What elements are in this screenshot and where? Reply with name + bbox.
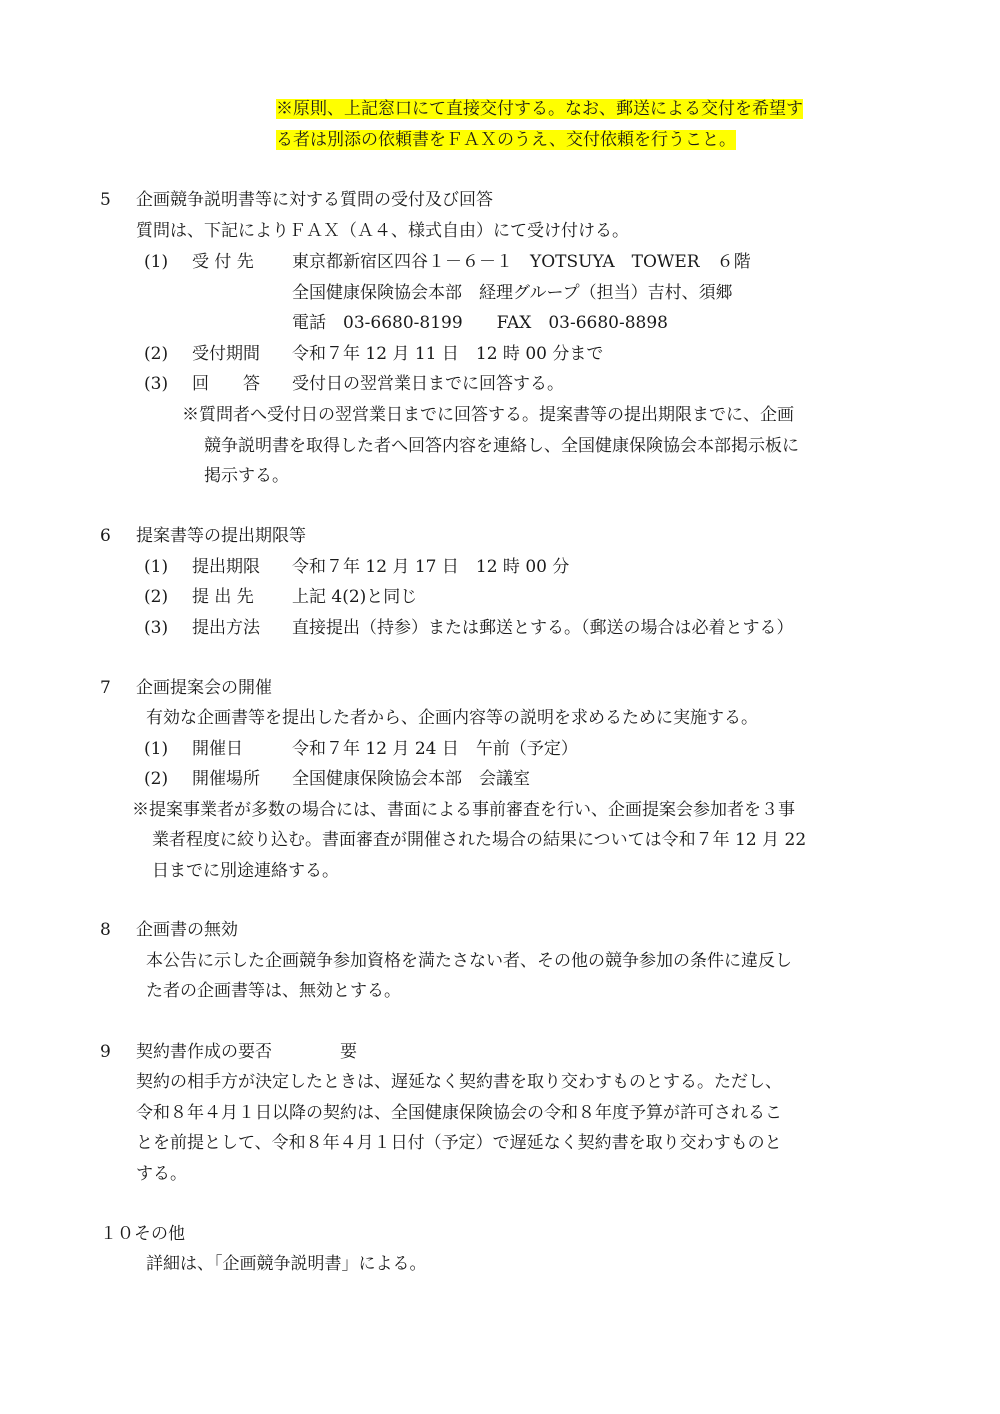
s5-item-1-address: 東京都新宿区四谷１－６－１ YOTSUYA TOWER ６階 bbox=[292, 252, 751, 272]
s7-item-2-label: 開催場所 bbox=[192, 769, 260, 789]
s6-item-2-value: 上記 4(2)と同じ bbox=[292, 587, 418, 607]
section-9-line-2: 令和８年４月１日以降の契約は、全国健康保険協会の令和８年度予算が許可されるこ bbox=[136, 1103, 782, 1123]
section-8-line-2: た者の企画書等は、無効とする。 bbox=[146, 981, 401, 1001]
s7-item-2-number: (2) bbox=[144, 769, 169, 789]
s5-item-1-label: 受 付 先 bbox=[192, 252, 254, 272]
highlight-note-line-2: る者は別添の依頼書をＦＡＸのうえ、交付依頼を行うこと。 bbox=[276, 130, 737, 150]
s5-note-line-2: 競争説明書を取得した者へ回答内容を連絡し、全国健康保険協会本部掲示板に bbox=[204, 436, 799, 456]
section-6-heading: 提案書等の提出期限等 bbox=[136, 526, 306, 546]
section-8-line-1: 本公告に示した企画競争参加資格を満たさない者、その他の競争参加の条件に違反し bbox=[146, 951, 792, 971]
section-10-line-1: 詳細は、「企画競争説明書」による。 bbox=[146, 1254, 427, 1274]
s6-item-2-number: (2) bbox=[144, 587, 169, 607]
s5-item-3-label: 回 答 bbox=[192, 374, 260, 394]
s7-item-1-label: 開催日 bbox=[192, 739, 243, 759]
section-9-line-1: 契約の相手方が決定したときは、遅延なく契約書を取り交わすものとする。ただし、 bbox=[136, 1072, 782, 1092]
s6-item-2-label: 提 出 先 bbox=[192, 587, 254, 607]
s5-item-2-label: 受付期間 bbox=[192, 344, 260, 364]
section-9-heading: 契約書作成の要否 bbox=[136, 1042, 272, 1062]
s6-item-1-value: 令和７年 12 月 17 日 12 時 00 分 bbox=[292, 557, 570, 577]
s6-item-3-value: 直接提出（持参）または郵送とする。（郵送の場合は必着とする） bbox=[292, 618, 794, 638]
section-5-intro: 質問は、下記によりＦＡＸ（Ａ４、様式自由）にて受け付ける。 bbox=[136, 221, 629, 241]
s5-item-1-org: 全国健康保険協会本部 経理グループ（担当）吉村、須郷 bbox=[292, 283, 733, 303]
section-7-number: 7 bbox=[100, 678, 111, 698]
section-9-line-4: する。 bbox=[136, 1164, 187, 1184]
s6-item-1-label: 提出期限 bbox=[192, 557, 260, 577]
s5-item-2-number: (2) bbox=[144, 344, 169, 364]
s7-note-line-1: ※提案事業者が多数の場合には、書面による事前審査を行い、企画提案会参加者を３事 bbox=[132, 800, 795, 820]
section-8-number: 8 bbox=[100, 920, 111, 940]
highlight-note-line-1: ※原則、上記窓口にて直接交付する。なお、郵送による交付を希望す bbox=[276, 99, 803, 119]
s7-item-1-number: (1) bbox=[144, 739, 169, 759]
s6-item-3-number: (3) bbox=[144, 618, 169, 638]
s6-item-1-number: (1) bbox=[144, 557, 169, 577]
section-9-number: 9 bbox=[100, 1042, 111, 1062]
section-5-number: 5 bbox=[100, 190, 111, 210]
section-6-number: 6 bbox=[100, 526, 111, 546]
s5-item-1-number: (1) bbox=[144, 252, 169, 272]
s5-note-line-1: ※質問者へ受付日の翌営業日までに回答する。提案書等の提出期限までに、企画 bbox=[182, 405, 794, 425]
s7-item-2-value: 全国健康保険協会本部 会議室 bbox=[292, 769, 530, 789]
s6-item-3-label: 提出方法 bbox=[192, 618, 260, 638]
s5-item-1-contact: 電話 03-6680-8199 FAX 03-6680-8898 bbox=[292, 313, 668, 333]
s7-item-1-value: 令和７年 12 月 24 日 午前（予定） bbox=[292, 739, 578, 759]
s7-note-line-2: 業者程度に絞り込む。書面審査が開催された場合の結果については令和７年 12 月 22 bbox=[152, 830, 807, 850]
s5-item-2-value: 令和７年 12 月 11 日 12 時 00 分まで bbox=[292, 344, 604, 364]
section-8-heading: 企画書の無効 bbox=[136, 920, 238, 940]
s5-item-3-number: (3) bbox=[144, 374, 169, 394]
section-9-value: 要 bbox=[340, 1042, 357, 1062]
s7-note-line-3: 日までに別途連絡する。 bbox=[152, 861, 339, 881]
section-7-intro: 有効な企画書等を提出した者から、企画内容等の説明を求めるために実施する。 bbox=[146, 708, 758, 728]
section-10-heading: １０その他 bbox=[100, 1224, 185, 1244]
section-9-line-3: とを前提として、令和８年４月１日付（予定）で遅延なく契約書を取り交わすものと bbox=[136, 1133, 782, 1153]
section-7-heading: 企画提案会の開催 bbox=[136, 678, 272, 698]
s5-note-line-3: 掲示する。 bbox=[204, 466, 289, 486]
section-5-heading: 企画競争説明書等に対する質問の受付及び回答 bbox=[136, 190, 493, 210]
s5-item-3-value: 受付日の翌営業日までに回答する。 bbox=[292, 374, 564, 394]
